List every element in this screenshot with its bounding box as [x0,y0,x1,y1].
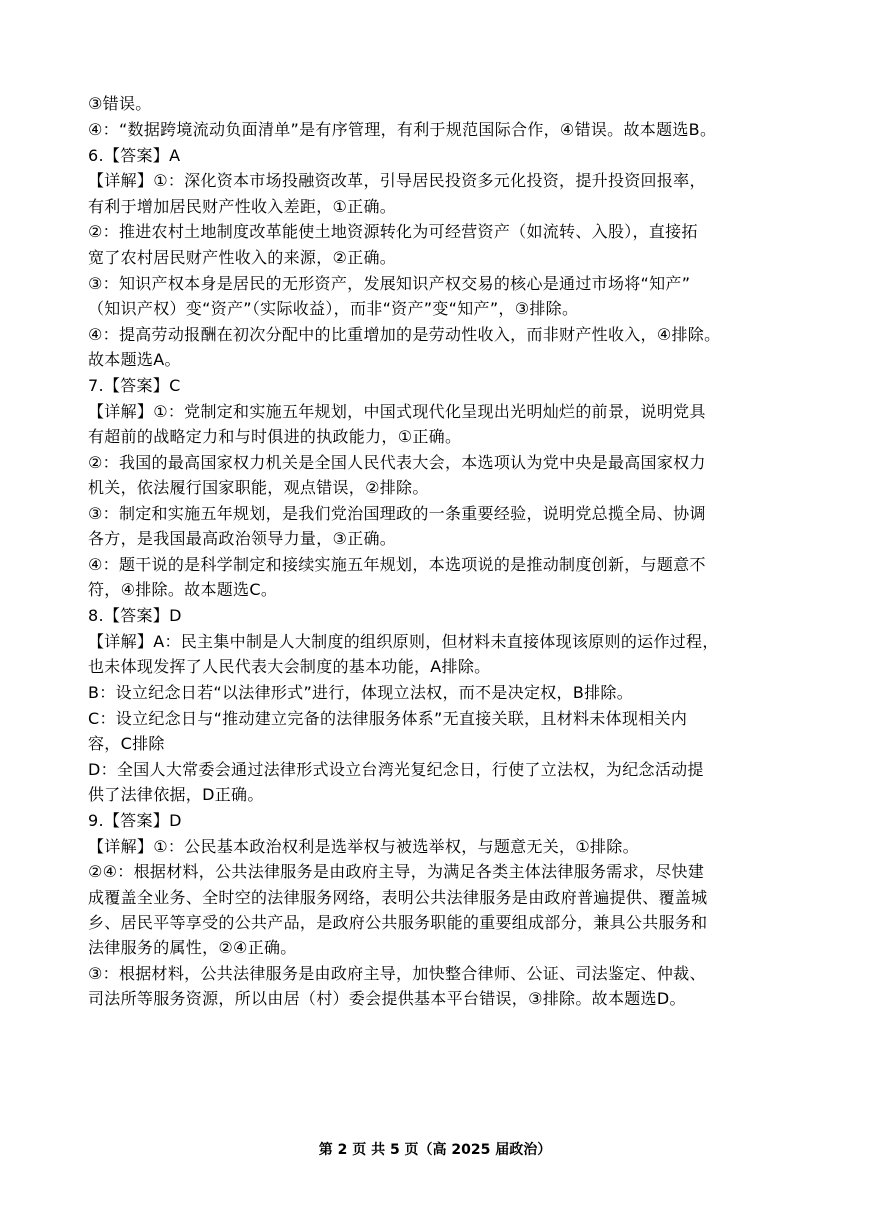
page-footer: 第 2 页 共 5 页（高 2025 届政治） [318,1142,552,1158]
text-line: 法律服务的属性，②④正确。 [88,938,297,958]
text-line: D：全国人大常委会通过法律形式设立台湾光复纪念日，行使了立法权，为纪念活动提 [88,759,704,779]
text-line: 容，C排除 [88,733,165,753]
document-body [88,91,782,1012]
text-line: 有超前的战略定力和与时俱进的执政能力，①正确。 [88,426,462,446]
text-line: 司法所等服务资源，所以由居（村）委会提供基本平台错误，③排除。故本题选D。 [88,989,686,1009]
answer-heading: 6.【答案】A [88,145,181,165]
text-line: 【详解】A：民主集中制是人大制度的组织原则，但材料未直接体现该原则的运作过程， [88,631,719,651]
text-line: ④：提高劳动报酬在初次分配中的比重增加的是劳动性收入，而非财产性收入，④排除。 [88,324,721,344]
text-line: 成覆盖全业务、全时空的法律服务网络，表明公共法律服务是由政府普遍提供、覆盖城 [88,887,708,907]
text-line: ②：我国的最高国家权力机关是全国人民代表大会，本选项认为党中央是最高国家权力 [88,452,706,472]
text-line: 故本题选A。 [88,349,181,369]
text-line: 机关，依法履行国家职能，观点错误，②排除。 [88,477,429,497]
text-line: 有利于增加居民财产性收入差距，①正确。 [88,196,397,216]
text-line: ③：制定和实施五年规划，是我们党治国理政的一条重要经验，说明党总揽全局、协调 [88,503,706,523]
text-line: ④：“数据跨境流动负面清单”是有序管理，有利于规范国际合作，④错误。故本题选B。 [88,119,717,139]
text-line: 【详解】①：深化资本市场投融资改革，引导居民投资多元化投资，提升投资回报率， [88,171,706,191]
text-line: 供了法律依据，D正确。 [88,785,264,805]
text-line: ②④：根据材料，公共法律服务是由政府主导，为满足各类主体法律服务需求，尽快建 [88,862,705,882]
text-line: 【详解】①：公民基本政治权利是选举权与被选举权，与题意无关，①排除。 [88,836,639,856]
answer-heading: 9.【答案】D [88,810,182,830]
text-line: （知识产权）变“资产”（实际收益），而非“资产”变“知产”，③排除。 [88,298,579,318]
text-line: 各方，是我国最高政治领导力量，③正确。 [88,529,397,549]
text-line: 也未体现发挥了人民代表大会制度的基本功能，A排除。 [88,657,491,677]
text-line: B：设立纪念日若“以法律形式”进行，体现立法权，而不是决定权，B排除。 [88,682,634,702]
text-line: 符，④排除。故本题选C。 [88,580,278,600]
text-line: ④：题干说的是科学制定和接续实施五年规划，本选项说的是推动制度创新，与题意不 [88,554,706,574]
text-line: 乡、居民平等享受的公共产品，是政府公共服务职能的重要组成部分，兼具公共服务和 [88,913,708,932]
text-line: ③错误。 [88,94,152,113]
text-line: ③：知识产权本身是居民的无形资产，发展知识产权交易的核心是通过市场将“知产” [88,273,691,293]
answer-heading: 7.【答案】C [88,375,181,395]
text-line: ②：推进农村土地制度改革能使土地资源转化为可经营资产（如流转、入股），直接拓 [88,222,698,242]
text-line: 【详解】①：党制定和实施五年规划，中国式现代化呈现出光明灿烂的前景，说明党具 [88,401,706,421]
text-line: C：设立纪念日与“推动建立完备的法律服务体系”无直接关联，且材料未体现相关内 [88,708,688,728]
text-line: 宽了农村居民财产性收入的来源，②正确。 [88,247,397,267]
text-line: ③：根据材料，公共法律服务是由政府主导，加快整合律师、公证、司法鉴定、仲裁、 [88,964,706,984]
answer-heading: 8.【答案】D [88,605,182,625]
